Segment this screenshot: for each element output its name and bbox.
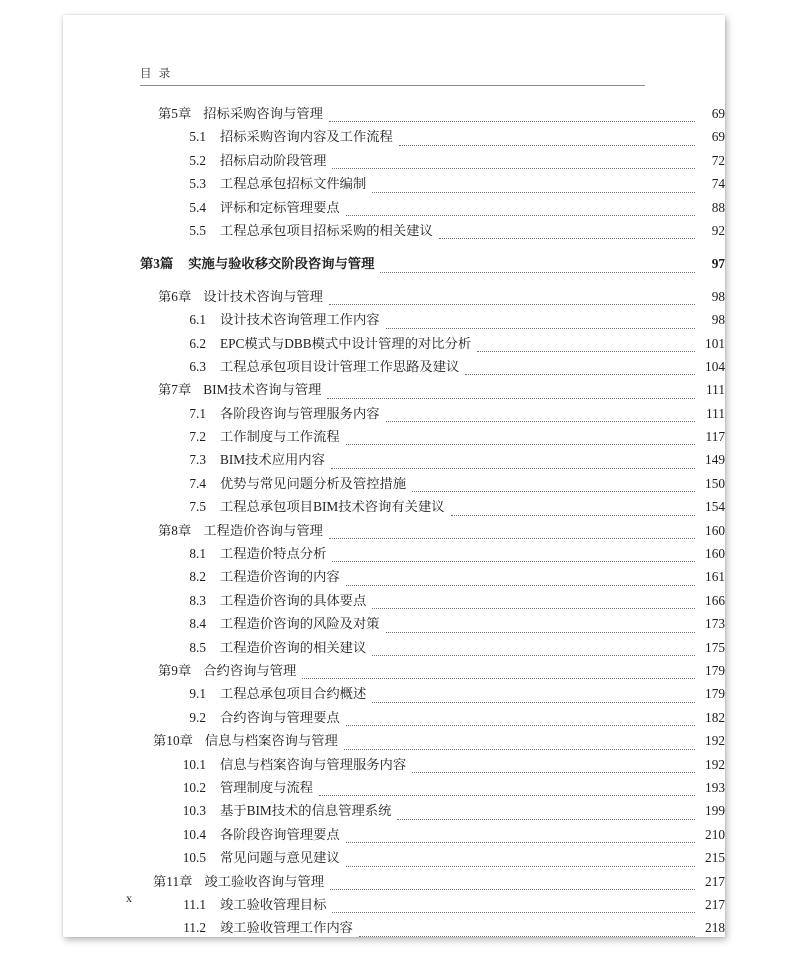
toc-entry-page-number: 161 <box>705 569 725 585</box>
toc-entry-title: 优势与常见问题分析及管控措施 <box>220 475 407 491</box>
toc-entry-label: 10.1 <box>182 756 206 772</box>
toc-entry-page-number: 72 <box>711 152 725 168</box>
toc-entry-title: 设计技术咨询与管理 <box>203 288 323 304</box>
toc-entry-label: 6.2 <box>189 335 206 351</box>
toc-entry-label: 第5章 <box>158 106 192 121</box>
toc-entry-label: 11.2 <box>183 920 206 936</box>
toc-entry-page-number: 88 <box>711 199 725 215</box>
toc-entry-page-number: 154 <box>705 499 725 515</box>
toc-leader-dots <box>327 398 695 399</box>
toc-leader-dots <box>332 168 695 169</box>
toc-entry-title: 工程造价咨询与管理 <box>203 522 323 538</box>
toc-entry-section[interactable] <box>63 637 725 660</box>
toc-leader-dots <box>330 889 695 890</box>
toc-entry-title: 工程总承包项目合约概述 <box>220 686 367 702</box>
toc-leader-dots <box>329 121 695 122</box>
toc-entry-section[interactable] <box>63 847 725 870</box>
toc-entry-title: 工程总承包招标文件编制 <box>220 176 367 192</box>
toc-entry-label: 第11章 <box>153 873 193 889</box>
toc-entry-page-number: 199 <box>705 803 725 819</box>
toc-entry-section[interactable] <box>63 356 725 379</box>
toc-entry-label: 10.2 <box>182 779 206 795</box>
toc-entry-page-number: 97 <box>711 256 725 272</box>
toc-entry-label: 8.4 <box>189 616 206 632</box>
toc-entry-section[interactable] <box>63 126 725 149</box>
toc-entry-page-number: 166 <box>705 592 725 608</box>
toc-leader-dots <box>386 328 695 329</box>
page-card <box>63 15 725 937</box>
toc-leader-dots <box>359 936 695 937</box>
toc-entry-page-number: 104 <box>705 358 725 374</box>
running-head <box>140 68 645 86</box>
toc-entry-section[interactable] <box>63 894 725 917</box>
toc-entry-page-number: 218 <box>705 920 725 936</box>
toc-entry-title: 合约咨询与管理要点 <box>220 709 340 725</box>
table-of-contents <box>63 103 725 941</box>
toc-leader-dots <box>344 749 695 750</box>
toc-entry-page-number: 173 <box>705 616 725 632</box>
toc-entry-page-number: 215 <box>705 850 725 866</box>
toc-leader-dots <box>386 632 695 633</box>
toc-leader-dots <box>331 468 695 469</box>
toc-entry-title: 工程造价咨询的内容 <box>220 569 340 585</box>
toc-entry-label: 5.5 <box>189 222 206 238</box>
toc-entry-title: 招标采购咨询与管理 <box>203 106 323 121</box>
toc-entry-chapter[interactable] <box>63 103 725 126</box>
toc-entry-label: 7.1 <box>189 405 206 421</box>
toc-leader-dots <box>346 444 695 445</box>
toc-entry-page-number: 74 <box>711 176 725 192</box>
toc-leader-dots <box>465 374 695 375</box>
toc-leader-dots <box>439 238 695 239</box>
toc-entry-label: 第9章 <box>158 662 192 678</box>
toc-entry-title: BIM技术应用内容 <box>220 452 325 468</box>
toc-entry-page-number: 210 <box>705 826 725 842</box>
toc-entry-chapter[interactable] <box>63 520 725 543</box>
toc-leader-dots <box>319 795 695 796</box>
toc-entry-section[interactable] <box>63 800 725 823</box>
toc-entry-section[interactable] <box>63 403 725 426</box>
toc-entry-section[interactable] <box>63 220 725 243</box>
toc-entry-label: 8.1 <box>189 546 206 562</box>
toc-entry-section[interactable] <box>63 197 725 220</box>
toc-entry-page-number: 111 <box>706 382 725 398</box>
toc-entry-page-number: 193 <box>705 779 725 795</box>
toc-entry-title: 设计技术咨询管理工作内容 <box>220 312 380 328</box>
toc-leader-dots <box>302 678 695 679</box>
toc-entry-title: 竣工验收管理目标 <box>220 896 327 912</box>
toc-entry-page-number: 192 <box>705 756 725 772</box>
toc-entry-page-number: 217 <box>705 873 725 889</box>
toc-entry-title: 合约咨询与管理 <box>203 662 297 678</box>
toc-leader-dots <box>329 304 695 305</box>
toc-entry-title: 竣工验收管理工作内容 <box>220 920 353 936</box>
toc-leader-dots <box>477 351 695 352</box>
toc-entry-page-number: 98 <box>711 312 725 328</box>
toc-leader-dots <box>380 272 695 273</box>
toc-entry-title: 各阶段咨询管理要点 <box>220 826 340 842</box>
toc-entry-title: 招标采购咨询内容及工作流程 <box>220 129 393 145</box>
toc-entry-page-number: 111 <box>706 405 725 421</box>
toc-entry-title: 竣工验收咨询与管理 <box>204 873 325 889</box>
toc-leader-dots <box>412 491 695 492</box>
toc-entry-section[interactable] <box>63 824 725 847</box>
toc-entry-label: 第7章 <box>158 382 192 398</box>
toc-leader-dots <box>346 725 695 726</box>
toc-entry-label: 8.5 <box>189 639 206 655</box>
toc-entry-title: 工程总承包项目设计管理工作思路及建议 <box>220 358 460 374</box>
toc-entry-page-number: 150 <box>705 475 725 491</box>
toc-entry-chapter[interactable] <box>63 286 725 309</box>
toc-entry-label: 第6章 <box>158 288 192 304</box>
toc-entry-page-number: 117 <box>705 429 725 445</box>
toc-entry-title: 工程总承包项目BIM技术咨询有关建议 <box>220 499 445 515</box>
toc-entry-page-number: 192 <box>705 733 725 749</box>
toc-entry-section[interactable] <box>63 777 725 800</box>
toc-entry-section[interactable] <box>63 754 725 777</box>
toc-entry-page-number: 217 <box>705 896 725 912</box>
toc-entry-section[interactable] <box>63 309 725 332</box>
toc-entry-label: 第8章 <box>158 522 192 538</box>
toc-entry-label: 8.3 <box>189 592 206 608</box>
toc-entry-section[interactable] <box>63 566 725 589</box>
toc-entry-label: 10.4 <box>182 826 206 842</box>
toc-entry-title: 工程造价咨询的相关建议 <box>220 639 367 655</box>
toc-entry-page-number: 98 <box>711 288 725 304</box>
toc-entry-label: 10.3 <box>182 803 206 819</box>
toc-leader-dots <box>372 192 695 193</box>
toc-leader-dots <box>332 912 695 913</box>
toc-entry-label: 7.3 <box>189 452 206 468</box>
toc-entry-title: 工程造价特点分析 <box>220 546 327 562</box>
toc-entry-title: 招标启动阶段管理 <box>220 152 327 168</box>
toc-entry-section[interactable] <box>63 150 725 173</box>
toc-entry-label: 6.3 <box>189 358 206 374</box>
toc-entry-page-number: 179 <box>705 686 725 702</box>
toc-entry-label: 11.1 <box>183 896 206 912</box>
running-head-label: 目 录 <box>140 68 171 80</box>
toc-leader-dots <box>372 608 695 609</box>
toc-entry-title: 常见问题与意见建议 <box>220 850 340 866</box>
toc-entry-title: 工程造价咨询的具体要点 <box>220 592 367 608</box>
toc-entry-title: EPC模式与DBB模式中设计管理的对比分析 <box>220 335 472 351</box>
toc-entry-label: 9.1 <box>189 686 206 702</box>
toc-entry-section[interactable] <box>63 473 725 496</box>
toc-entry-title: 评标和定标管理要点 <box>220 199 340 215</box>
toc-entry-label: 7.4 <box>189 475 206 491</box>
page-folio: x <box>126 891 132 905</box>
toc-entry-page-number: 92 <box>711 222 725 238</box>
toc-entry-section[interactable] <box>63 613 725 636</box>
toc-leader-dots <box>346 215 695 216</box>
toc-entry-title: 工程造价咨询的风险及对策 <box>220 616 380 632</box>
toc-leader-dots <box>372 702 695 703</box>
toc-entry-section[interactable] <box>63 173 725 196</box>
toc-entry-title: 各阶段咨询与管理服务内容 <box>220 405 380 421</box>
toc-entry-page-number: 179 <box>705 662 725 678</box>
toc-entry-title: 工程总承包项目招标采购的相关建议 <box>220 222 433 238</box>
toc-entry-page-number: 149 <box>705 452 725 468</box>
toc-entry-part[interactable] <box>63 253 725 276</box>
toc-entry-label: 7.2 <box>189 429 206 445</box>
toc-entry-page-number: 69 <box>711 106 725 121</box>
toc-entry-label: 第3篇 <box>140 256 174 272</box>
toc-entry-section[interactable] <box>63 707 725 730</box>
toc-entry-page-number: 160 <box>705 546 725 562</box>
toc-entry-label: 5.3 <box>189 176 206 192</box>
toc-leader-dots <box>332 561 695 562</box>
toc-entry-page-number: 101 <box>705 335 725 351</box>
toc-leader-dots <box>346 842 695 843</box>
toc-leader-dots <box>397 819 695 820</box>
toc-leader-dots <box>329 538 695 539</box>
toc-entry-chapter[interactable] <box>63 871 725 894</box>
toc-leader-dots <box>399 145 695 146</box>
toc-entry-section[interactable] <box>63 543 725 566</box>
toc-entry-label: 6.1 <box>189 312 206 328</box>
toc-entry-title: 工作制度与工作流程 <box>220 429 340 445</box>
toc-entry-title: BIM技术咨询与管理 <box>203 382 322 398</box>
toc-entry-label: 8.2 <box>189 569 206 585</box>
toc-entry-page-number: 175 <box>705 639 725 655</box>
toc-entry-chapter[interactable] <box>63 379 725 402</box>
toc-entry-section[interactable] <box>63 590 725 613</box>
toc-entry-label: 10.5 <box>182 850 206 866</box>
toc-entry-title: 信息与档案咨询与管理 <box>204 733 338 749</box>
toc-entry-label: 9.2 <box>189 709 206 725</box>
toc-entry-label: 5.4 <box>189 199 206 215</box>
toc-entry-title: 实施与验收移交阶段咨询与管理 <box>188 256 375 272</box>
toc-entry-section[interactable] <box>63 917 725 940</box>
toc-entry-section[interactable] <box>63 449 725 472</box>
toc-entry-label: 5.2 <box>189 152 206 168</box>
toc-entry-label: 第10章 <box>153 733 193 749</box>
toc-entry-section[interactable] <box>63 496 725 519</box>
toc-entry-title: 基于BIM技术的信息管理系统 <box>220 803 392 819</box>
toc-leader-dots <box>346 866 695 867</box>
toc-entry-title: 管理制度与流程 <box>220 779 314 795</box>
toc-entry-section[interactable] <box>63 683 725 706</box>
running-head-rule <box>140 85 645 86</box>
toc-entry-label: 7.5 <box>189 499 206 515</box>
toc-entry-page-number: 182 <box>705 709 725 725</box>
toc-leader-dots <box>451 515 695 516</box>
toc-entry-section[interactable] <box>63 426 725 449</box>
toc-entry-title: 信息与档案咨询与管理服务内容 <box>220 756 407 772</box>
toc-entry-page-number: 69 <box>711 129 725 145</box>
toc-entry-section[interactable] <box>63 333 725 356</box>
toc-entry-label: 5.1 <box>189 129 206 145</box>
toc-entry-chapter[interactable] <box>63 660 725 683</box>
toc-leader-dots <box>386 421 695 422</box>
toc-leader-dots <box>412 772 695 773</box>
toc-leader-dots <box>346 585 695 586</box>
toc-entry-page-number: 160 <box>705 522 725 538</box>
toc-entry-chapter[interactable] <box>63 730 725 753</box>
toc-leader-dots <box>372 655 695 656</box>
